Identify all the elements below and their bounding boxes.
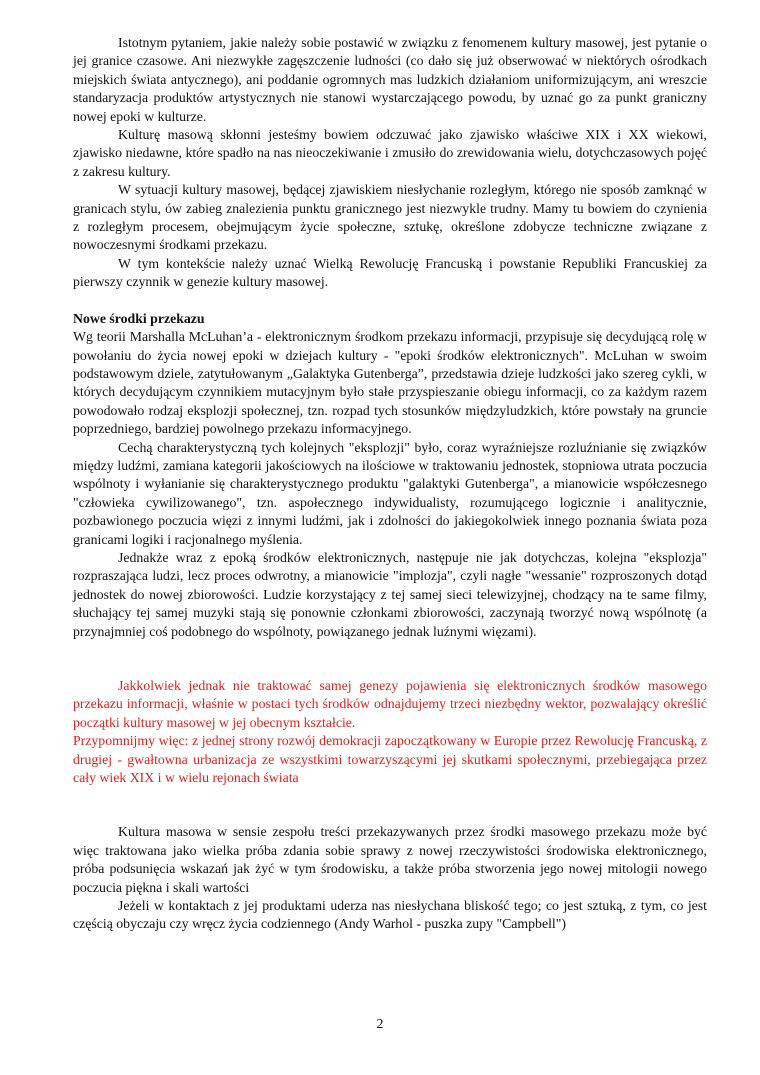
paragraph-third-vector: Jakkolwiek jednak nie traktować samej genezy pojawienia się elektronicznych środków masowego przekazu informacji, właśnie w postaci tych środków odnajdujemy trzeci niezbędny wektor, pozwalający określić początki kultury masowej w jej obecnym kształcie.	[73, 678, 707, 730]
paragraph-recap: Przypomnijmy więc: z jednej strony rozwój demokracji zapoczątkowany w Europie przez Rewolucję Francuską, z drugiej - gwałtowna urbanizacja ze wszystkimi towarzyszącymi jej skutkami społecznymi, przebiegająca przez cały wiek XIX i w wielu rejonach świata	[73, 733, 707, 786]
paragraph-implosion: Jednakże wraz z epoką środków elektronicznych, następuje nie jak dotychczas, kolejna "eksplozja" rozpraszająca ludzi, lecz proces odwrotny, a mianowicie "implozja", czyli nagłe "wessanie" rozproszonych dotąd jednostek do nowej zbiorowości. Ludzie korzystający z tej samej sieci telewizyjnej, chodzący na te same filmy, słuchający tej samej muzyki stają się ponownie członkami zbiorowości, zaczynają tworzyć nową wspólnotę (a przynajmniej coś podobnego do wspólnoty, powiązanego jednak luźnymi więzami).	[73, 549, 707, 639]
paragraph-french-revolution: W tym kontekście należy uznać Wielką Rewolucję Francuską i powstanie Republiki Francuskiej za pierwszy czynnik w genezie kultury masowej.	[73, 255, 707, 290]
paragraph-andy-warhol: Jeżeli w kontaktach z jej produktami uderza nas niesłychana bliskość tego; co jest sztuką, z tym, co jest częścią obyczaju czy wręcz życia codziennego (Andy Warhol - puszka zupy "Campbell")	[73, 898, 707, 932]
section-heading: Nowe środki przekazu	[73, 310, 205, 326]
page-number: 2	[376, 1016, 384, 1031]
paragraph-mcluhan-theory: Wg teorii Marshalla McLuhan’a - elektronicznym środkom przekazu informacji, przypisuje się decydującą rolę w powołaniu do życia nowej epoki w dziejach kultury - "epoki środków elektronicznych". McLuhan w swoim podstawowym dziele, zatytułowanym „Galaktyka Gutenberga”, przedstawia dzieje ludzkości jako szereg cykli, w których decydującym czynnikiem mutacyjnym było stałe przyspieszanie obiegu informacji, co za każdym razem powodowało rodzaj eksplozji społecznej, tzn. rozpad tych stosunków międzyludzkich, które powstały na gruncie poprzedniego, bardziej powolnego przekazu informacyjnego.	[73, 329, 707, 437]
paragraph-xix-xx-century: Kulturę masową skłonni jesteśmy bowiem odczuwać jako zjawisko właściwe XIX i XX wiekowi, zjawisko niedawne, które spadło na nas nieoczekiwanie i zmusiło do zrewidowania wielu, dotychczasowych pojęć z zakresu kultury.	[73, 127, 707, 179]
paragraph-mass-culture-content: Kultura masowa w sensie zespołu treści przekazywanych przez środki masowego przekazu może być więc traktowana jako wielka próba zdania sobie sprawy z nowej rzeczywistości środowiska elektronicznego, próba podsunięcia wskazań jak żyć w tym środowisku, a także próba stworzenia jego nowej mitologii nowego poczucia piękna i skali wartości	[73, 824, 707, 895]
paragraph-time-boundaries: Istotnym pytaniem, jakie należy sobie postawić w związku z fenomenem kultury masowej, jest pytanie o jej granice czasowe. Ani niezwykłe zagęszczenie ludności (co dało się już obserwować w niektórych ośrodkach miejskich świata antycznego), ani poddanie ogromnych mas ludzkich działaniom uniformizującym, ani wreszcie standaryzacja produktów artystycznych nie stanowi wystarczającego powodu, by uznać go za punkt graniczny nowej epoki w kulturze.	[73, 35, 707, 124]
paragraph-explosions: Cechą charakterystyczną tych kolejnych "eksplozji" było, coraz wyraźniejsze rozluźnianie się związków między ludźmi, zamiana kategorii jakościowych na ilościowe w traktowaniu jednostek, stopniowa utrata poczucia wspólnoty i wyłanianie się charakterystycznego produktu "galaktyki Gutenberga", a mianowicie współczesnego "człowieka cywilizowanego", tzn. aspołecznego indywidualisty, rozumującego logicznie i analitycznie, pozbawionego poczucia więzi z innymi ludźmi, jak i zdolności do jakiegokolwiek innego poznania świata poza granicami logiki i racjonalnego myślenia.	[73, 439, 707, 547]
document-page	[73, 34, 707, 934]
paragraph-mass-culture-situation: W sytuacji kultury masowej, będącej zjawiskiem niesłychanie rozległym, którego nie sposób zamknąć w granicach stylu, ów zabieg znalezienia punktu granicznego jest niezwykle trudny. Mamy tu bowiem do czynienia z rozległym procesem, obejmującym życie społeczne, sztukę, określone zdobycze techniczne związane z nowoczesnymi środkami przekazu.	[73, 182, 707, 253]
